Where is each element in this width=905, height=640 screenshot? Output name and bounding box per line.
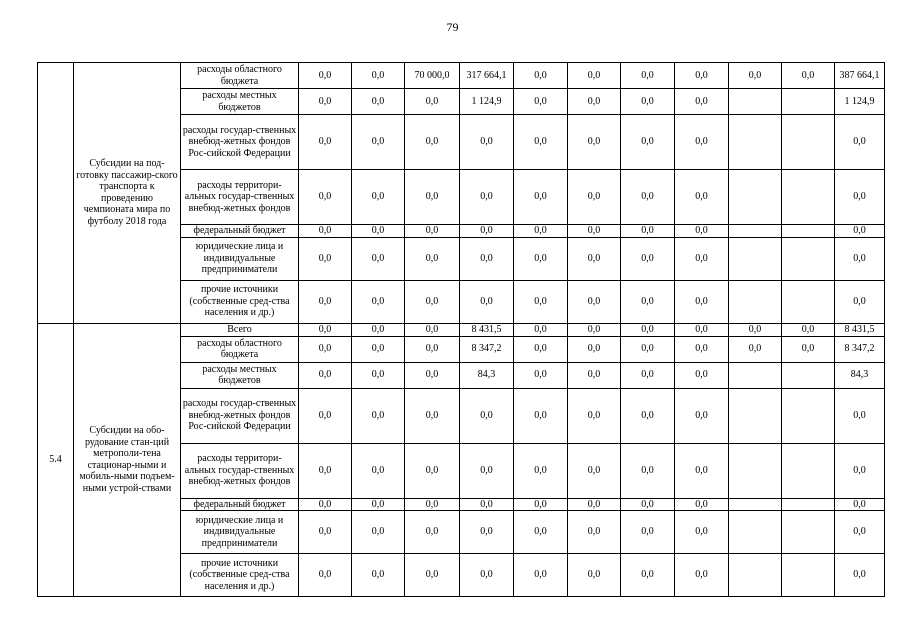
amount-cell: 0,0 bbox=[568, 170, 621, 225]
amount-cell bbox=[782, 443, 835, 498]
amount-cell: 0,0 bbox=[514, 362, 568, 388]
amount-cell: 0,0 bbox=[514, 554, 568, 597]
funding-source: юридические лица и индивидуальные предприниматели bbox=[181, 237, 299, 280]
amount-cell: 0,0 bbox=[299, 115, 352, 170]
amount-cell: 0,0 bbox=[299, 498, 352, 511]
amount-cell: 0,0 bbox=[460, 443, 514, 498]
amount-cell: 0,0 bbox=[405, 498, 460, 511]
amount-cell: 0,0 bbox=[352, 388, 405, 443]
funding-source: расходы областного бюджета bbox=[181, 336, 299, 362]
amount-cell: 0,0 bbox=[405, 170, 460, 225]
amount-cell: 0,0 bbox=[835, 225, 885, 238]
budget-table bbox=[37, 62, 885, 597]
funding-source: Всего bbox=[181, 323, 299, 336]
amount-cell: 0,0 bbox=[405, 237, 460, 280]
table-row bbox=[38, 63, 885, 89]
amount-cell bbox=[782, 89, 835, 115]
amount-cell bbox=[729, 89, 782, 115]
funding-source: федеральный бюджет bbox=[181, 498, 299, 511]
amount-cell bbox=[782, 498, 835, 511]
amount-cell: 0,0 bbox=[514, 63, 568, 89]
amount-cell bbox=[729, 554, 782, 597]
amount-cell: 0,0 bbox=[460, 388, 514, 443]
amount-cell: 0,0 bbox=[621, 115, 675, 170]
amount-cell bbox=[782, 237, 835, 280]
amount-cell: 0,0 bbox=[299, 89, 352, 115]
funding-source: расходы государ-ственных внебюд-жетных фондов Рос-сийской Федерации bbox=[181, 115, 299, 170]
amount-cell: 0,0 bbox=[460, 511, 514, 554]
item-title: Субсидии на под-готовку пассажир-ского транспорта к проведению чемпионата мира по футболу 2018 года bbox=[74, 63, 181, 324]
amount-cell: 0,0 bbox=[675, 225, 729, 238]
amount-cell: 0,0 bbox=[835, 511, 885, 554]
amount-cell: 0,0 bbox=[621, 498, 675, 511]
amount-cell: 0,0 bbox=[675, 388, 729, 443]
funding-source: расходы территори-альных государ-ственных внебюд-жетных фондов bbox=[181, 443, 299, 498]
funding-source: федеральный бюджет bbox=[181, 225, 299, 238]
amount-cell: 0,0 bbox=[835, 170, 885, 225]
page-number: 79 bbox=[446, 20, 459, 34]
amount-cell: 84,3 bbox=[835, 362, 885, 388]
amount-cell: 0,0 bbox=[352, 89, 405, 115]
amount-cell: 70 000,0 bbox=[405, 63, 460, 89]
amount-cell: 0,0 bbox=[675, 554, 729, 597]
amount-cell: 0,0 bbox=[621, 89, 675, 115]
amount-cell: 0,0 bbox=[514, 237, 568, 280]
amount-cell bbox=[782, 362, 835, 388]
amount-cell: 0,0 bbox=[514, 225, 568, 238]
funding-source: расходы местных бюджетов bbox=[181, 89, 299, 115]
amount-cell: 0,0 bbox=[405, 388, 460, 443]
amount-cell: 0,0 bbox=[352, 63, 405, 89]
amount-cell bbox=[782, 511, 835, 554]
amount-cell: 0,0 bbox=[568, 336, 621, 362]
amount-cell: 317 664,1 bbox=[460, 63, 514, 89]
amount-cell bbox=[729, 115, 782, 170]
amount-cell: 0,0 bbox=[835, 554, 885, 597]
amount-cell: 0,0 bbox=[568, 323, 621, 336]
amount-cell: 0,0 bbox=[299, 225, 352, 238]
amount-cell: 0,0 bbox=[405, 511, 460, 554]
amount-cell: 0,0 bbox=[352, 498, 405, 511]
amount-cell: 0,0 bbox=[729, 63, 782, 89]
amount-cell: 0,0 bbox=[299, 554, 352, 597]
amount-cell bbox=[729, 225, 782, 238]
amount-cell: 0,0 bbox=[514, 443, 568, 498]
funding-source: юридические лица и индивидуальные предприниматели bbox=[181, 511, 299, 554]
amount-cell: 0,0 bbox=[352, 170, 405, 225]
amount-cell: 0,0 bbox=[675, 511, 729, 554]
amount-cell bbox=[729, 498, 782, 511]
amount-cell: 0,0 bbox=[568, 115, 621, 170]
amount-cell: 0,0 bbox=[514, 89, 568, 115]
amount-cell: 0,0 bbox=[352, 225, 405, 238]
amount-cell: 0,0 bbox=[299, 388, 352, 443]
amount-cell: 0,0 bbox=[299, 362, 352, 388]
amount-cell: 0,0 bbox=[568, 63, 621, 89]
amount-cell: 0,0 bbox=[460, 554, 514, 597]
amount-cell bbox=[729, 362, 782, 388]
amount-cell: 1 124,9 bbox=[835, 89, 885, 115]
amount-cell: 0,0 bbox=[299, 511, 352, 554]
item-number: 5.4 bbox=[38, 323, 74, 597]
amount-cell: 0,0 bbox=[835, 280, 885, 323]
amount-cell: 0,0 bbox=[514, 323, 568, 336]
amount-cell: 0,0 bbox=[514, 388, 568, 443]
amount-cell: 0,0 bbox=[405, 323, 460, 336]
amount-cell: 0,0 bbox=[568, 498, 621, 511]
amount-cell: 1 124,9 bbox=[460, 89, 514, 115]
amount-cell: 0,0 bbox=[568, 237, 621, 280]
amount-cell: 0,0 bbox=[405, 336, 460, 362]
amount-cell: 0,0 bbox=[352, 336, 405, 362]
amount-cell: 0,0 bbox=[621, 170, 675, 225]
amount-cell bbox=[729, 170, 782, 225]
amount-cell: 0,0 bbox=[675, 323, 729, 336]
amount-cell: 0,0 bbox=[299, 280, 352, 323]
amount-cell: 0,0 bbox=[675, 170, 729, 225]
amount-cell: 387 664,1 bbox=[835, 63, 885, 89]
amount-cell: 0,0 bbox=[675, 443, 729, 498]
amount-cell: 0,0 bbox=[675, 63, 729, 89]
amount-cell bbox=[729, 237, 782, 280]
amount-cell bbox=[782, 388, 835, 443]
amount-cell: 0,0 bbox=[405, 443, 460, 498]
amount-cell: 0,0 bbox=[621, 554, 675, 597]
amount-cell: 0,0 bbox=[299, 336, 352, 362]
amount-cell: 0,0 bbox=[460, 115, 514, 170]
amount-cell bbox=[729, 511, 782, 554]
item-number bbox=[38, 63, 74, 324]
amount-cell: 0,0 bbox=[568, 362, 621, 388]
amount-cell: 0,0 bbox=[621, 443, 675, 498]
amount-cell: 0,0 bbox=[299, 443, 352, 498]
amount-cell bbox=[782, 170, 835, 225]
amount-cell bbox=[782, 115, 835, 170]
amount-cell: 0,0 bbox=[352, 237, 405, 280]
amount-cell: 0,0 bbox=[782, 323, 835, 336]
amount-cell: 0,0 bbox=[782, 336, 835, 362]
amount-cell: 0,0 bbox=[460, 237, 514, 280]
funding-source: расходы местных бюджетов bbox=[181, 362, 299, 388]
amount-cell: 0,0 bbox=[729, 323, 782, 336]
amount-cell: 0,0 bbox=[568, 443, 621, 498]
table-row bbox=[38, 323, 885, 336]
amount-cell bbox=[729, 443, 782, 498]
amount-cell: 0,0 bbox=[675, 362, 729, 388]
amount-cell: 0,0 bbox=[621, 362, 675, 388]
amount-cell bbox=[782, 554, 835, 597]
amount-cell: 0,0 bbox=[405, 225, 460, 238]
amount-cell: 0,0 bbox=[514, 170, 568, 225]
amount-cell: 0,0 bbox=[514, 115, 568, 170]
amount-cell: 0,0 bbox=[835, 498, 885, 511]
amount-cell: 0,0 bbox=[675, 89, 729, 115]
amount-cell: 0,0 bbox=[621, 63, 675, 89]
amount-cell: 0,0 bbox=[299, 237, 352, 280]
amount-cell: 0,0 bbox=[835, 443, 885, 498]
item-title: Субсидии на обо-рудование стан-ций метрополи-тена стационар-ными и мобиль-ными подъем-ными устрой-ствами bbox=[74, 323, 181, 597]
amount-cell: 0,0 bbox=[675, 498, 729, 511]
amount-cell bbox=[729, 280, 782, 323]
amount-cell: 8 347,2 bbox=[460, 336, 514, 362]
amount-cell: 0,0 bbox=[352, 362, 405, 388]
funding-source: прочие источники (собственные сред-ства населения и др.) bbox=[181, 554, 299, 597]
amount-cell: 0,0 bbox=[621, 323, 675, 336]
amount-cell: 0,0 bbox=[299, 63, 352, 89]
amount-cell: 0,0 bbox=[299, 323, 352, 336]
table-body bbox=[38, 63, 885, 597]
amount-cell: 8 347,2 bbox=[835, 336, 885, 362]
amount-cell: 0,0 bbox=[621, 388, 675, 443]
amount-cell bbox=[782, 280, 835, 323]
amount-cell: 0,0 bbox=[675, 115, 729, 170]
amount-cell: 0,0 bbox=[568, 225, 621, 238]
amount-cell: 0,0 bbox=[405, 280, 460, 323]
amount-cell: 0,0 bbox=[675, 237, 729, 280]
amount-cell: 0,0 bbox=[460, 225, 514, 238]
amount-cell bbox=[782, 225, 835, 238]
amount-cell: 0,0 bbox=[405, 554, 460, 597]
amount-cell: 0,0 bbox=[514, 511, 568, 554]
amount-cell: 0,0 bbox=[621, 511, 675, 554]
amount-cell: 0,0 bbox=[568, 89, 621, 115]
amount-cell: 84,3 bbox=[460, 362, 514, 388]
amount-cell: 0,0 bbox=[352, 511, 405, 554]
amount-cell bbox=[729, 388, 782, 443]
amount-cell: 0,0 bbox=[352, 115, 405, 170]
amount-cell: 0,0 bbox=[835, 237, 885, 280]
amount-cell: 0,0 bbox=[621, 225, 675, 238]
amount-cell: 0,0 bbox=[460, 498, 514, 511]
amount-cell: 0,0 bbox=[405, 362, 460, 388]
funding-source: расходы областного бюджета bbox=[181, 63, 299, 89]
amount-cell: 0,0 bbox=[352, 554, 405, 597]
amount-cell: 0,0 bbox=[405, 115, 460, 170]
amount-cell: 8 431,5 bbox=[835, 323, 885, 336]
amount-cell: 0,0 bbox=[514, 498, 568, 511]
funding-source: прочие источники (собственные сред-ства населения и др.) bbox=[181, 280, 299, 323]
amount-cell: 0,0 bbox=[568, 554, 621, 597]
amount-cell: 0,0 bbox=[299, 170, 352, 225]
amount-cell: 0,0 bbox=[568, 511, 621, 554]
amount-cell: 0,0 bbox=[460, 280, 514, 323]
amount-cell: 0,0 bbox=[675, 336, 729, 362]
amount-cell: 0,0 bbox=[675, 280, 729, 323]
amount-cell: 0,0 bbox=[514, 336, 568, 362]
amount-cell: 0,0 bbox=[621, 336, 675, 362]
amount-cell: 0,0 bbox=[835, 115, 885, 170]
amount-cell: 0,0 bbox=[514, 280, 568, 323]
amount-cell: 0,0 bbox=[835, 388, 885, 443]
funding-source: расходы территори-альных государ-ственных внебюд-жетных фондов bbox=[181, 170, 299, 225]
amount-cell: 0,0 bbox=[460, 170, 514, 225]
amount-cell: 0,0 bbox=[568, 388, 621, 443]
amount-cell: 8 431,5 bbox=[460, 323, 514, 336]
amount-cell: 0,0 bbox=[729, 336, 782, 362]
amount-cell: 0,0 bbox=[405, 89, 460, 115]
amount-cell: 0,0 bbox=[352, 323, 405, 336]
funding-source: расходы государ-ственных внебюд-жетных фондов Рос-сийской Федерации bbox=[181, 388, 299, 443]
amount-cell: 0,0 bbox=[352, 280, 405, 323]
amount-cell: 0,0 bbox=[621, 280, 675, 323]
amount-cell: 0,0 bbox=[621, 237, 675, 280]
amount-cell: 0,0 bbox=[782, 63, 835, 89]
amount-cell: 0,0 bbox=[568, 280, 621, 323]
amount-cell: 0,0 bbox=[352, 443, 405, 498]
